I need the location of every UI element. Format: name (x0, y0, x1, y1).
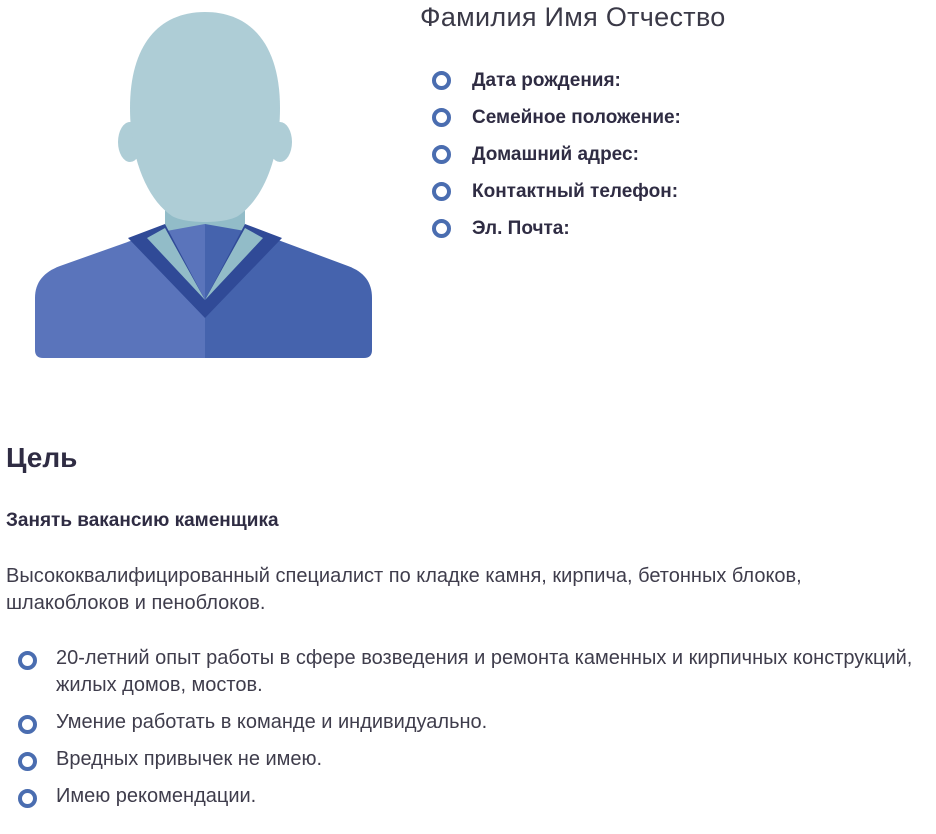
circle-bullet-icon (18, 715, 37, 734)
list-item-text: 20-летний опыт работы в сфере возведения и ремонта каменных и кирпичных конструкций, жилых домов, мостов. (56, 647, 913, 696)
list-item-text: Вредных привычек не имею. (56, 748, 323, 770)
objective-heading: Цель (6, 442, 78, 473)
info-label: Домашний адрес: (472, 143, 639, 165)
list-item (18, 709, 918, 736)
list-item (18, 645, 918, 699)
info-item-email (432, 210, 681, 247)
info-label: Эл. Почта: (472, 217, 570, 239)
list-item-text: Умение работать в команде и индивидуально. (56, 711, 488, 733)
qualification-list (18, 645, 918, 820)
info-label: Контактный телефон: (472, 180, 679, 202)
objective-goal: Занять вакансию каменщика (6, 510, 279, 531)
circle-bullet-icon (432, 71, 451, 90)
objective-summary: Высококвалифицированный специалист по кладке камня, кирпича, бетонных блоков, шлакоблоков и пеноблоков. (6, 565, 802, 614)
list-item (18, 783, 918, 810)
circle-bullet-icon (432, 182, 451, 201)
circle-bullet-icon (18, 651, 37, 670)
circle-bullet-icon (18, 752, 37, 771)
info-item-marital-status (432, 99, 681, 136)
info-item-home-address (432, 136, 681, 173)
list-item (18, 746, 918, 773)
list-item-text: Имею рекомендации. (56, 785, 257, 807)
full-name: Фамилия Имя Отчество (420, 2, 726, 32)
circle-bullet-icon (432, 108, 451, 127)
circle-bullet-icon (18, 789, 37, 808)
circle-bullet-icon (432, 145, 451, 164)
circle-bullet-icon (432, 219, 451, 238)
info-item-phone (432, 173, 681, 210)
info-label: Дата рождения: (472, 69, 621, 91)
info-label: Семейное положение: (472, 106, 681, 128)
personal-info-list (432, 62, 681, 247)
person-silhouette-icon (30, 10, 380, 362)
info-item-birth-date (432, 62, 681, 99)
